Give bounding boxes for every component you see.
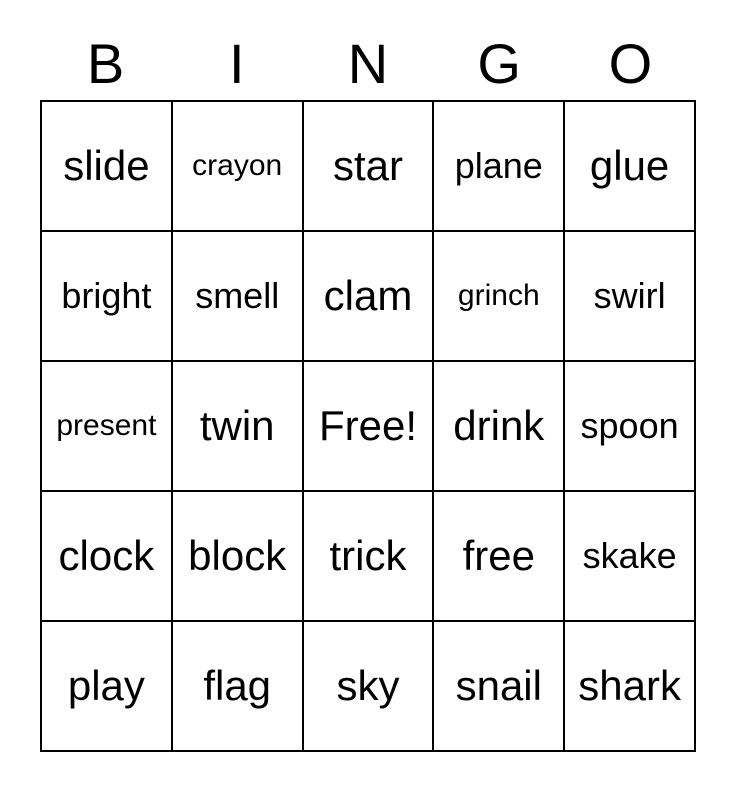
bingo-cell[interactable] [434,232,565,362]
bingo-cell-text: spoon [580,405,679,446]
bingo-cell-text: play [67,662,145,709]
bingo-cell[interactable] [565,622,696,752]
bingo-cell[interactable] [565,232,696,362]
bingo-cell[interactable] [434,362,565,492]
bingo-header-letter-o: O [608,32,653,95]
bingo-cell-text: clock [58,532,155,579]
bingo-cell-text: smell [195,275,280,316]
bingo-cell[interactable] [173,232,304,362]
bingo-cell[interactable] [173,622,304,752]
bingo-cell-text: skake [582,535,677,576]
bingo-cell-text: twin [199,402,275,449]
bingo-cell-text: plane [454,145,543,186]
bingo-cell-text: clam [323,272,413,319]
bingo-row [42,232,696,362]
bingo-cell[interactable] [434,492,565,622]
bingo-cell-free[interactable] [304,362,435,492]
bingo-cell[interactable] [434,102,565,232]
bingo-grid [40,100,696,752]
bingo-row [42,362,696,492]
bingo-cell[interactable] [304,622,435,752]
bingo-cell-text: block [188,532,287,579]
bingo-cell[interactable] [173,362,304,492]
bingo-row [42,492,696,622]
bingo-cell[interactable] [304,492,435,622]
bingo-header-letter-g: G [477,32,521,95]
bingo-header-letter-i: I [229,32,245,95]
bingo-cell-text: crayon [192,149,283,182]
bingo-cell-text: trick [329,532,407,579]
bingo-header-letter-b: B [86,32,125,95]
bingo-cell-text: bright [61,275,152,316]
bingo-cell[interactable] [304,102,435,232]
bingo-cell[interactable] [173,492,304,622]
bingo-cell-text: glue [589,142,670,189]
bingo-row [42,102,696,232]
bingo-cell[interactable] [565,362,696,492]
bingo-cell-text: grinch [457,279,540,312]
bingo-card [40,28,696,752]
bingo-cell-text: slide [63,142,150,189]
bingo-cell-text: shark [578,662,681,709]
bingo-header-row [40,28,696,100]
bingo-cell-text: sky [336,662,400,709]
bingo-cell-text: swirl [593,275,666,316]
bingo-row [42,622,696,752]
bingo-cell[interactable] [42,492,173,622]
bingo-cell[interactable] [565,492,696,622]
bingo-cell-text: snail [455,662,542,709]
bingo-cell[interactable] [304,232,435,362]
bingo-cell-text: star [332,142,403,189]
bingo-header-letter-n: N [347,32,389,95]
bingo-cell-text: present [56,409,157,442]
bingo-cell-text: flag [203,662,272,709]
bingo-cell[interactable] [42,362,173,492]
bingo-cell[interactable] [434,622,565,752]
bingo-cell-text: drink [453,402,545,449]
bingo-cell[interactable] [173,102,304,232]
bingo-cell[interactable] [42,622,173,752]
bingo-cell[interactable] [565,102,696,232]
bingo-cell-text: free [462,532,535,579]
bingo-cell[interactable] [42,102,173,232]
bingo-cell[interactable] [42,232,173,362]
bingo-cell-text: Free! [318,402,417,449]
